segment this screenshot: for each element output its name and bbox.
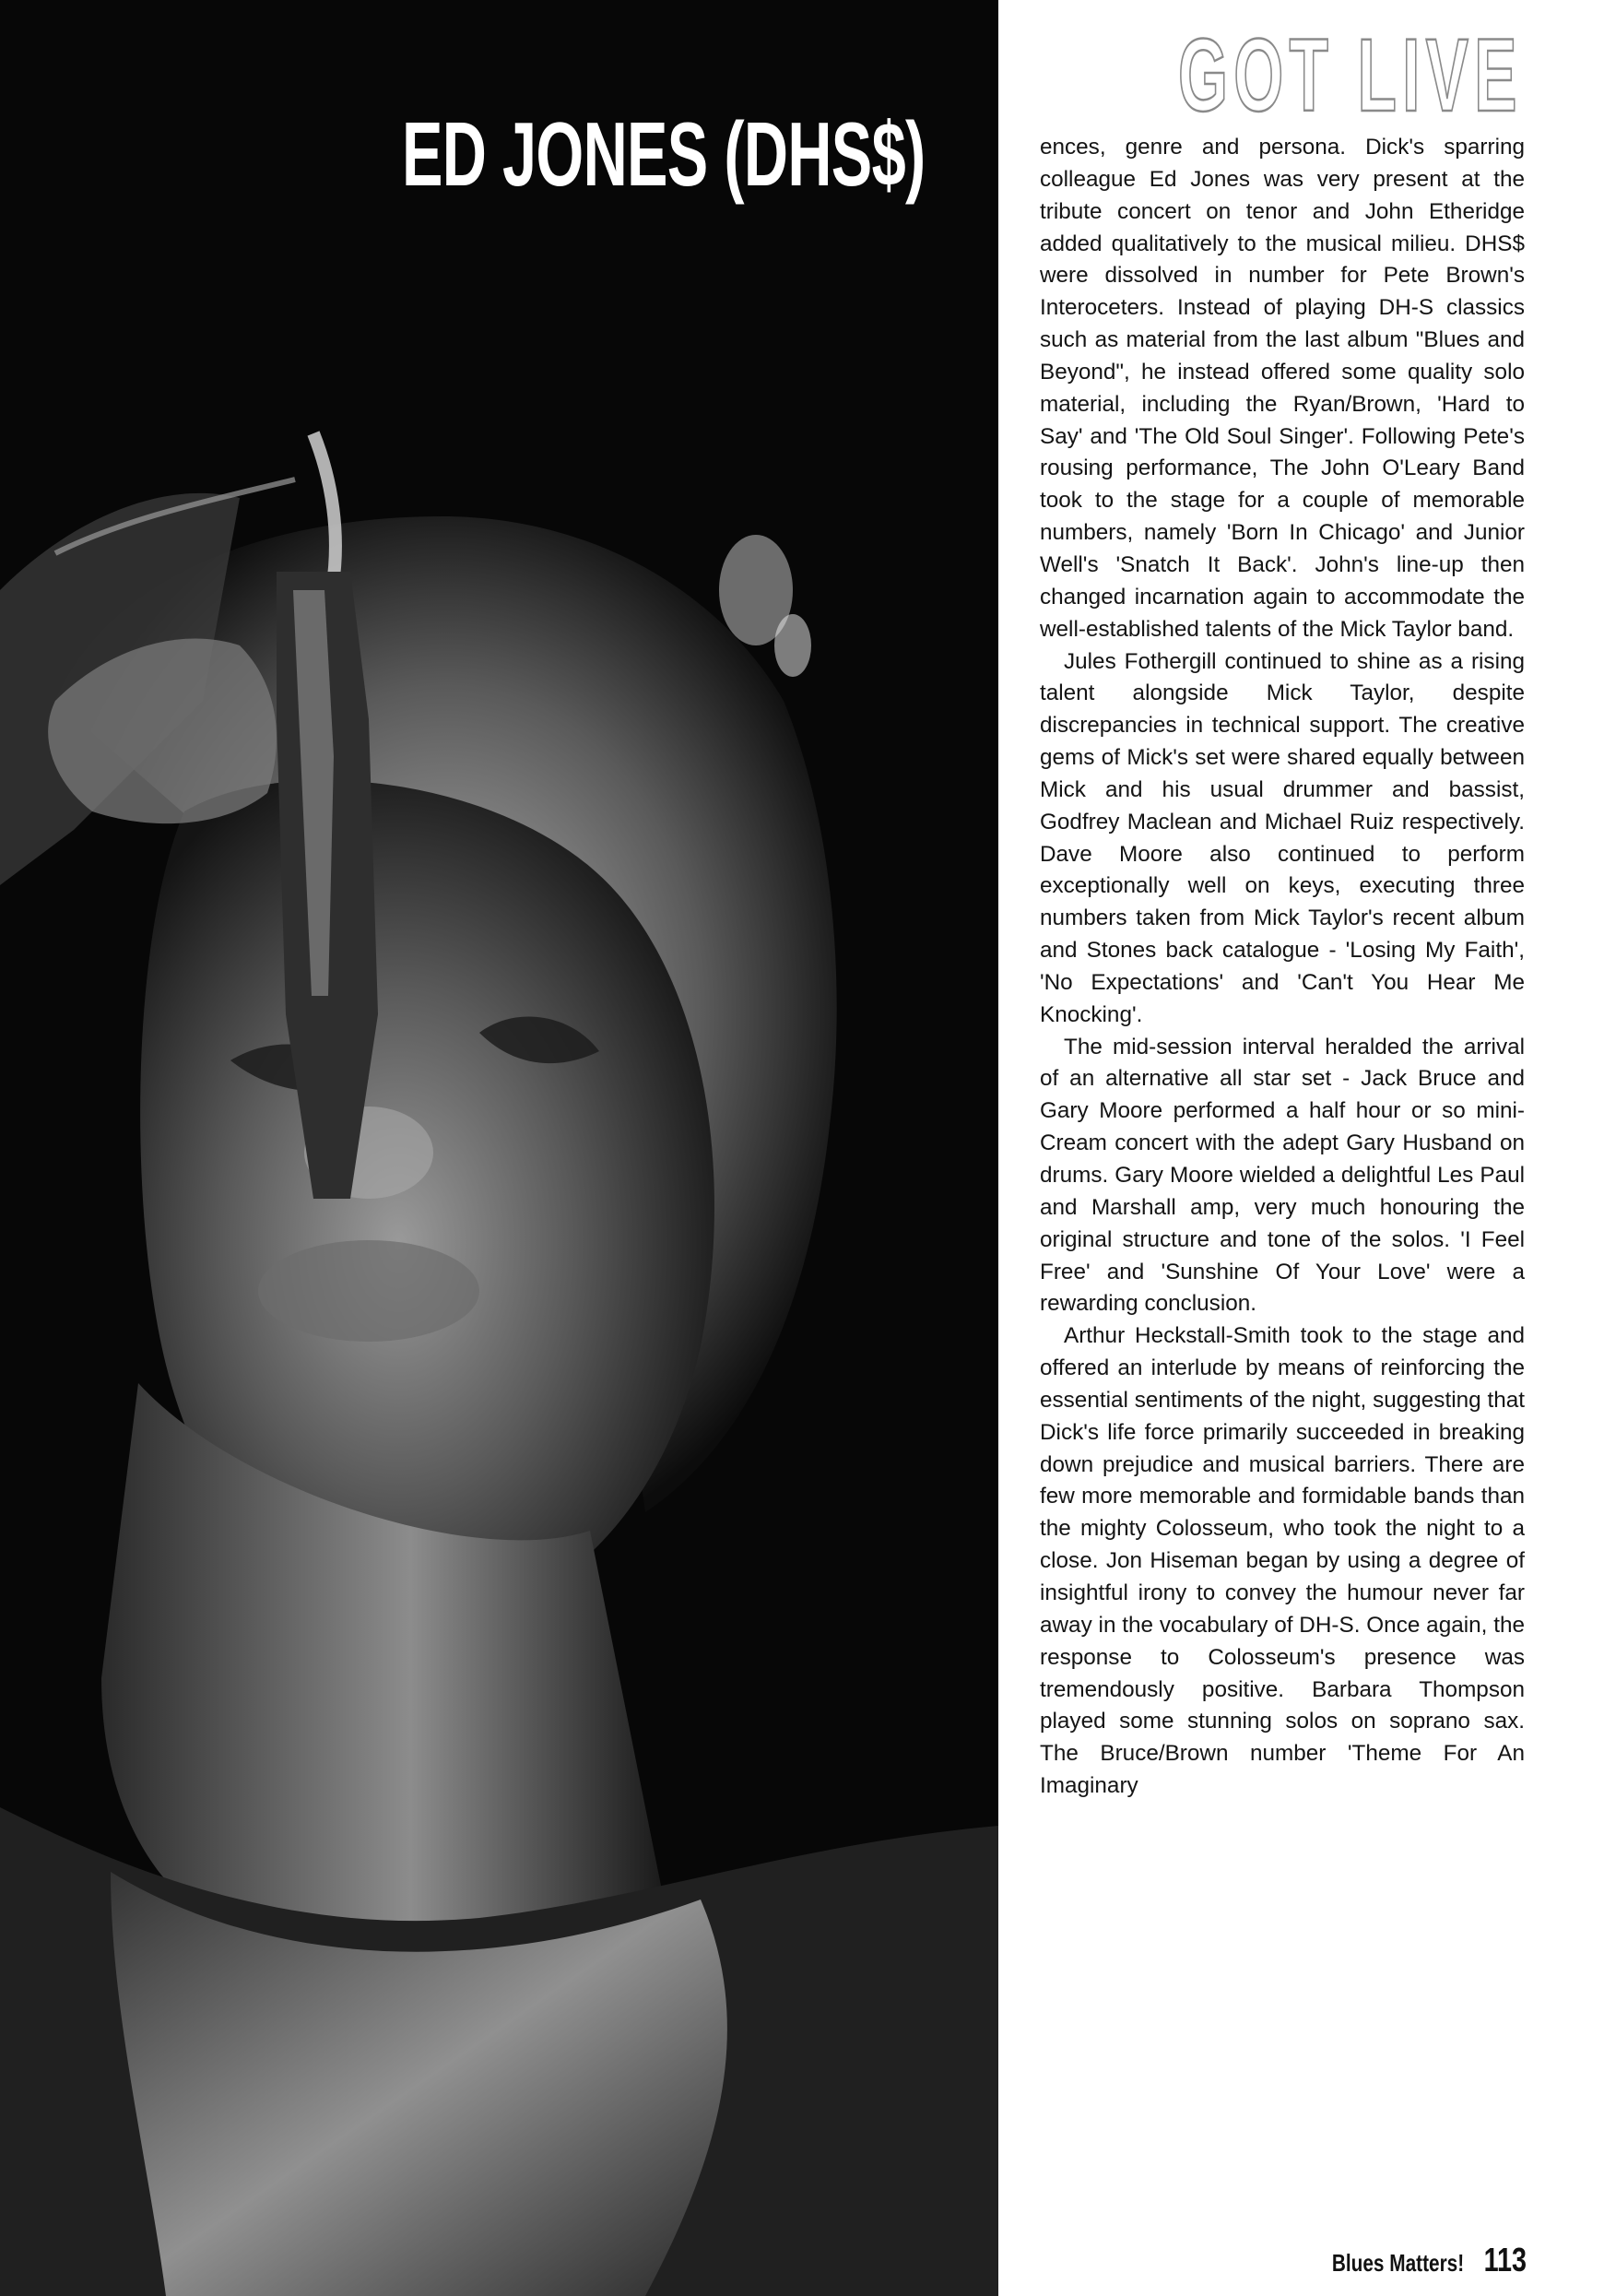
article-body xyxy=(1040,132,1525,1803)
photo-caption-headline: ED JONES (DHS$) xyxy=(402,103,926,205)
article-paragraph: Jules Fothergill continued to shine as a rising talent alongside Mick Taylor, despite discrepancies in technical support. The creative gems of Mick's set were shared equally between Mick and his usual drummer and bassist, Godfrey Maclean and Michael Ruiz respectively. Dave Moore also continued to perform exceptionally well on keys, executing three numbers taken from Mick Taylor's recent album and Stones back catalogue - 'Losing My Faith', 'No Expectations' and 'Can't You Hear Me Knocking'. xyxy=(1040,648,1525,1027)
article-paragraph: Arthur Heckstall-Smith took to the stage and offered an interlude by means of reinforcing the essential sentiments of the night, suggesting that Dick's life force primarily succeeded in breaking down prejudice and musical barriers. There are few more memorable and formidable bands than the mighty Colosseum, who took the night to a close. Jon Hiseman began by using a degree of insightful irony to convey the humour never far away in the vocabulary of DH-S. Once again, the response to Colosseum's presence was tremendously positive. Barbara Thompson played some stunning solos on soprano sax. The Bruce/Brown number 'Theme For An Imaginary xyxy=(1040,1323,1525,1799)
section-title: GOT LIVE xyxy=(1178,18,1523,133)
page-footer xyxy=(1299,2241,1527,2279)
page-number: 113 xyxy=(1483,2241,1527,2278)
article-paragraph: The mid-session interval heralded the arrival of an alternative all star set - Jack Bruce and Gary Moore performed a half hour or so mini-Cream concert with the adept Gary Husband on drums. Gary Moore wielded a delightful Les Paul and Marshall amp, very much honouring the original structure and tone of the solos. 'I Feel Free' and 'Sunshine Of Your Love' were a rewarding conclusion. xyxy=(1040,1034,1525,1317)
article-paragraph: ences, genre and persona. Dick's sparring colleague Ed Jones was very present at the tribute concert on tenor and John Etheridge added qualitatively to the musical milieu. DHS$ were dissolved in number for Pete Brown's Interoceters. Instead of playing DH-S classics such as material from the last album "Blues and Beyond", he instead offered some quality solo material, including the Ryan/Brown, 'Hard to Say' and 'The Old Soul Singer'. Following Pete's rousing performance, The John O'Leary Band took to the stage for a couple of memorable numbers, namely 'Born In Chicago' and Junior Well's 'Snatch It Back'. John's line-up then changed incarnation again to accommodate the well-established talents of the Mick Taylor band. xyxy=(1040,135,1525,642)
magazine-name: Blues Matters! xyxy=(1331,2249,1464,2277)
